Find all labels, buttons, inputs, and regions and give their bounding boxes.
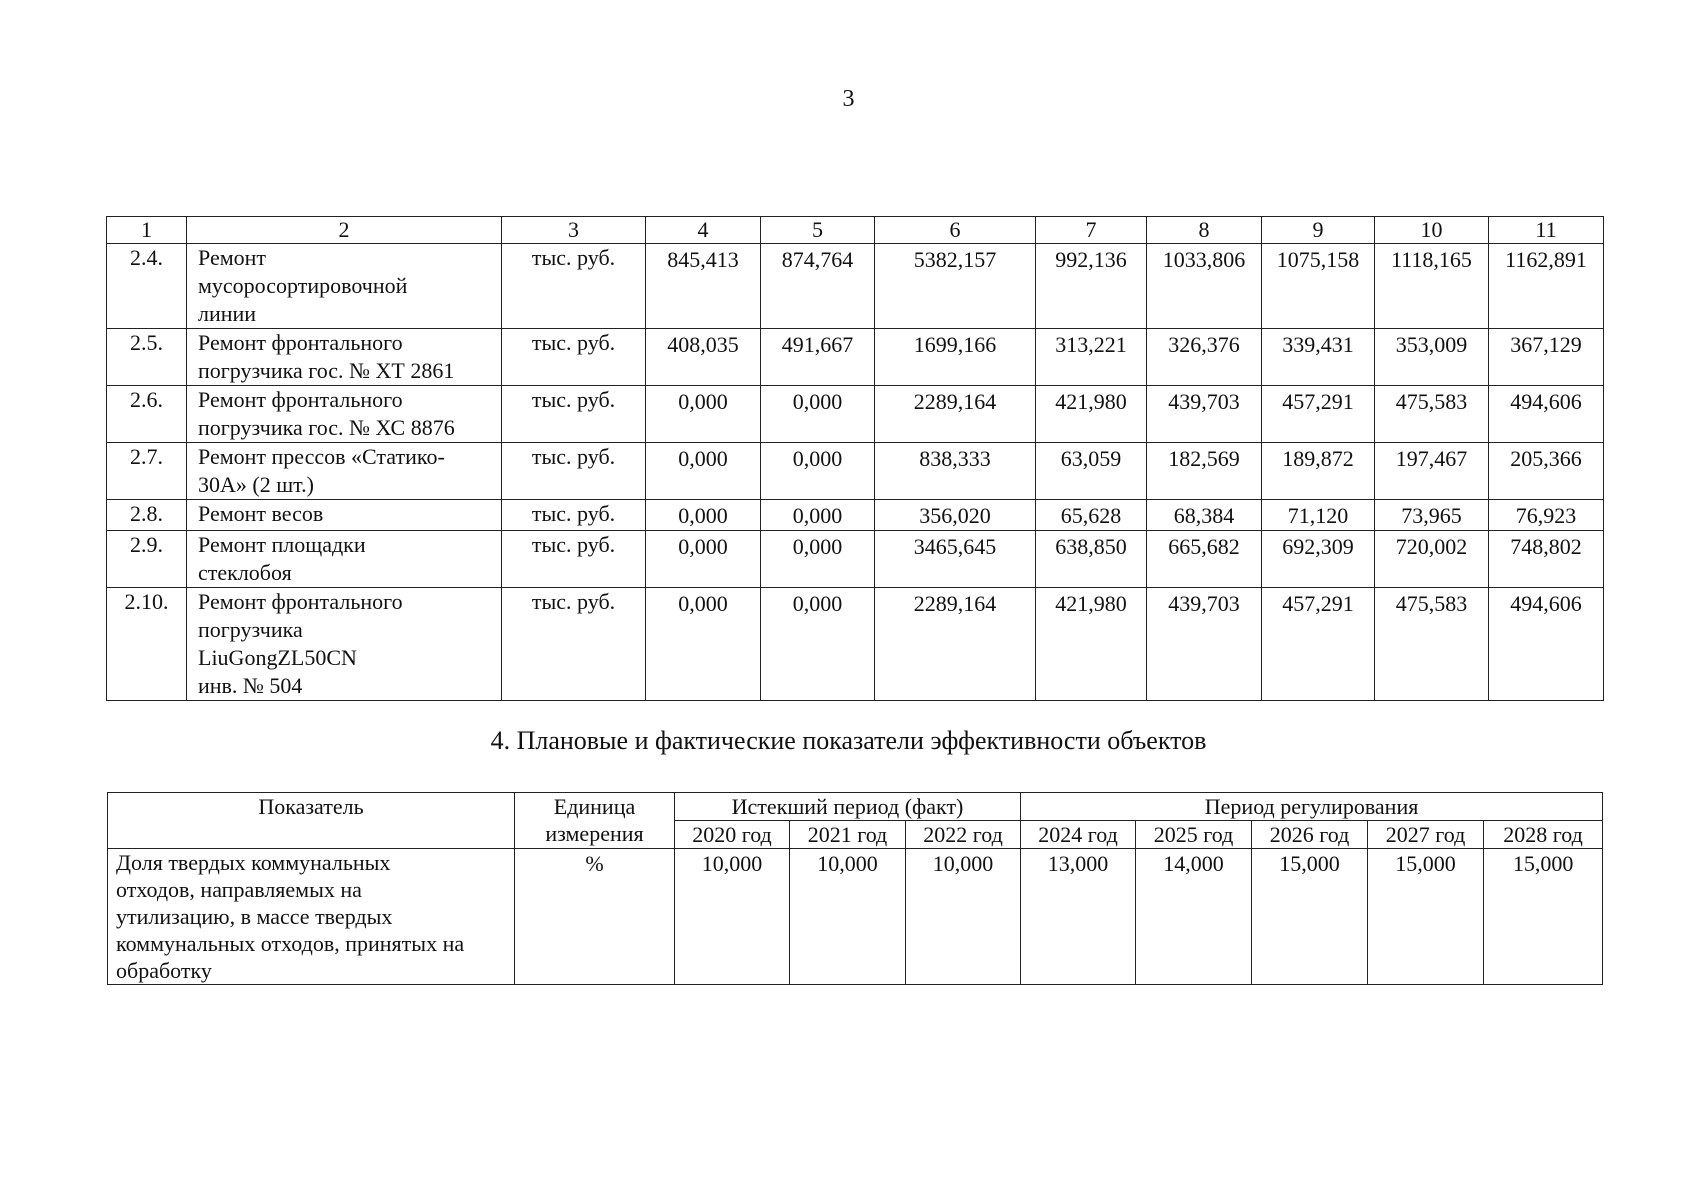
value-cell: 2289,164 [875, 386, 1036, 443]
value-cell: 491,667 [761, 329, 875, 386]
value-cell: 353,009 [1375, 329, 1489, 386]
value-cell: 63,059 [1036, 443, 1147, 500]
table-row [107, 531, 1604, 588]
unit-header-line: измерения [545, 821, 644, 846]
column-number: 11 [1489, 217, 1604, 244]
item-name [187, 244, 502, 329]
item-name [187, 329, 502, 386]
indicator-line: обработку [116, 958, 212, 983]
indicator-value: 15,000 [1368, 849, 1484, 985]
value-cell: 494,606 [1489, 588, 1604, 701]
year-header: 2024 год [1021, 821, 1136, 849]
value-cell: 0,000 [646, 443, 761, 500]
value-cell: 339,431 [1262, 329, 1375, 386]
item-name [187, 500, 502, 531]
value-cell: 1699,166 [875, 329, 1036, 386]
section-title: 4. Плановые и фактические показатели эффективности объектов [490, 726, 1207, 755]
value-cell: 638,850 [1036, 531, 1147, 588]
indicator-description [108, 849, 515, 985]
indicator-header: Показатель [108, 793, 515, 849]
indicator-line: коммунальных отходов, принятых на [116, 931, 465, 956]
item-name [187, 386, 502, 443]
item-name-line: LiuGongZL50CN [198, 645, 357, 670]
indicator-value: 10,000 [675, 849, 790, 985]
item-name-line: Ремонт [198, 245, 267, 270]
year-header: 2025 год [1136, 821, 1252, 849]
value-cell: 2289,164 [875, 588, 1036, 701]
value-cell: 73,965 [1375, 500, 1489, 531]
value-cell: 3465,645 [875, 531, 1036, 588]
unit-cell: тыс. руб. [502, 443, 646, 500]
item-name-line: линии [198, 301, 257, 326]
table-row [107, 500, 1604, 531]
value-cell: 457,291 [1262, 386, 1375, 443]
value-cell: 189,872 [1262, 443, 1375, 500]
regulation-period-header: Период регулирования [1021, 793, 1603, 821]
value-cell: 0,000 [646, 531, 761, 588]
unit-cell: тыс. руб. [502, 531, 646, 588]
item-name-line: Ремонт прессов «Статико- [198, 444, 445, 469]
column-number: 4 [646, 217, 761, 244]
item-name-line: погрузчика гос. № ХС 8876 [198, 415, 455, 440]
column-number: 3 [502, 217, 646, 244]
row-number: 2.10. [107, 588, 187, 701]
column-number: 9 [1262, 217, 1375, 244]
column-number-row [107, 217, 1604, 244]
efficiency-indicators-table [107, 792, 1603, 985]
column-number: 7 [1036, 217, 1147, 244]
value-cell: 748,802 [1489, 531, 1604, 588]
value-cell: 356,020 [875, 500, 1036, 531]
row-number: 2.5. [107, 329, 187, 386]
year-header: 2026 год [1252, 821, 1368, 849]
value-cell: 68,384 [1147, 500, 1262, 531]
value-cell: 197,467 [1375, 443, 1489, 500]
value-cell: 439,703 [1147, 588, 1262, 701]
repair-costs-table [106, 216, 1604, 701]
year-header: 2021 год [790, 821, 906, 849]
unit-cell: тыс. руб. [502, 329, 646, 386]
unit-cell: тыс. руб. [502, 588, 646, 701]
indicator-unit: % [515, 849, 675, 985]
column-number: 10 [1375, 217, 1489, 244]
value-cell: 457,291 [1262, 588, 1375, 701]
unit-cell: тыс. руб. [502, 386, 646, 443]
year-header: 2020 год [675, 821, 790, 849]
item-name-line: Ремонт весов [198, 501, 324, 526]
kpi-header-row [108, 793, 1603, 821]
past-period-header: Истекший период (факт) [675, 793, 1021, 821]
value-cell: 1118,165 [1375, 244, 1489, 329]
value-cell: 408,035 [646, 329, 761, 386]
value-cell: 0,000 [761, 588, 875, 701]
value-cell: 0,000 [761, 500, 875, 531]
value-cell: 1162,891 [1489, 244, 1604, 329]
column-number: 1 [107, 217, 187, 244]
row-number: 2.8. [107, 500, 187, 531]
value-cell: 76,923 [1489, 500, 1604, 531]
unit-header-line: Единица [553, 794, 636, 819]
value-cell: 1075,158 [1262, 244, 1375, 329]
value-cell: 65,628 [1036, 500, 1147, 531]
item-name-line: Ремонт площадки [198, 532, 366, 557]
value-cell: 439,703 [1147, 386, 1262, 443]
value-cell: 0,000 [761, 386, 875, 443]
value-cell: 665,682 [1147, 531, 1262, 588]
item-name-line: Ремонт фронтального [198, 330, 403, 355]
value-cell: 326,376 [1147, 329, 1262, 386]
item-name-line: погрузчика [198, 617, 303, 642]
column-number: 5 [761, 217, 875, 244]
row-number: 2.9. [107, 531, 187, 588]
item-name-line: Ремонт фронтального [198, 589, 403, 614]
column-number: 8 [1147, 217, 1262, 244]
value-cell: 0,000 [646, 500, 761, 531]
year-header: 2022 год [906, 821, 1021, 849]
value-cell: 205,366 [1489, 443, 1604, 500]
item-name-line: погрузчика гос. № ХТ 2861 [198, 358, 455, 383]
page-number: 3 [842, 86, 855, 112]
kpi-data-row [108, 849, 1603, 985]
indicator-value: 13,000 [1021, 849, 1136, 985]
indicator-value: 10,000 [790, 849, 906, 985]
unit-cell: тыс. руб. [502, 244, 646, 329]
indicator-value: 15,000 [1252, 849, 1368, 985]
year-header: 2028 год [1484, 821, 1603, 849]
item-name [187, 531, 502, 588]
value-cell: 845,413 [646, 244, 761, 329]
indicator-line: отходов, направляемых на [116, 877, 362, 902]
table-row [107, 443, 1604, 500]
indicator-line: Доля твердых коммунальных [116, 850, 391, 875]
item-name-line: мусоросортировочной [198, 273, 408, 298]
row-number: 2.4. [107, 244, 187, 329]
table-row [107, 386, 1604, 443]
value-cell: 0,000 [761, 443, 875, 500]
value-cell: 874,764 [761, 244, 875, 329]
value-cell: 475,583 [1375, 386, 1489, 443]
item-name-line: стеклобоя [198, 560, 292, 585]
value-cell: 692,309 [1262, 531, 1375, 588]
item-name-line: 30А» (2 шт.) [198, 472, 314, 497]
value-cell: 838,333 [875, 443, 1036, 500]
value-cell: 71,120 [1262, 500, 1375, 531]
value-cell: 720,002 [1375, 531, 1489, 588]
value-cell: 5382,157 [875, 244, 1036, 329]
indicator-value: 14,000 [1136, 849, 1252, 985]
column-number: 2 [187, 217, 502, 244]
repair-costs-body [107, 244, 1604, 701]
value-cell: 0,000 [646, 386, 761, 443]
table-row [107, 244, 1604, 329]
unit-cell: тыс. руб. [502, 500, 646, 531]
item-name-line: Ремонт фронтального [198, 387, 403, 412]
item-name-line: инв. № 504 [198, 673, 303, 698]
value-cell: 0,000 [646, 588, 761, 701]
indicator-value: 10,000 [906, 849, 1021, 985]
column-number: 6 [875, 217, 1036, 244]
value-cell: 992,136 [1036, 244, 1147, 329]
value-cell: 367,129 [1489, 329, 1604, 386]
indicator-value: 15,000 [1484, 849, 1603, 985]
indicator-line: утилизацию, в массе твердых [116, 904, 393, 929]
row-number: 2.7. [107, 443, 187, 500]
row-number: 2.6. [107, 386, 187, 443]
value-cell: 421,980 [1036, 386, 1147, 443]
value-cell: 494,606 [1489, 386, 1604, 443]
item-name [187, 443, 502, 500]
value-cell: 1033,806 [1147, 244, 1262, 329]
value-cell: 475,583 [1375, 588, 1489, 701]
unit-header [515, 793, 675, 849]
table-row [107, 588, 1604, 701]
year-header: 2027 год [1368, 821, 1484, 849]
item-name [187, 588, 502, 701]
table-row [107, 329, 1604, 386]
value-cell: 182,569 [1147, 443, 1262, 500]
value-cell: 313,221 [1036, 329, 1147, 386]
value-cell: 0,000 [761, 531, 875, 588]
value-cell: 421,980 [1036, 588, 1147, 701]
